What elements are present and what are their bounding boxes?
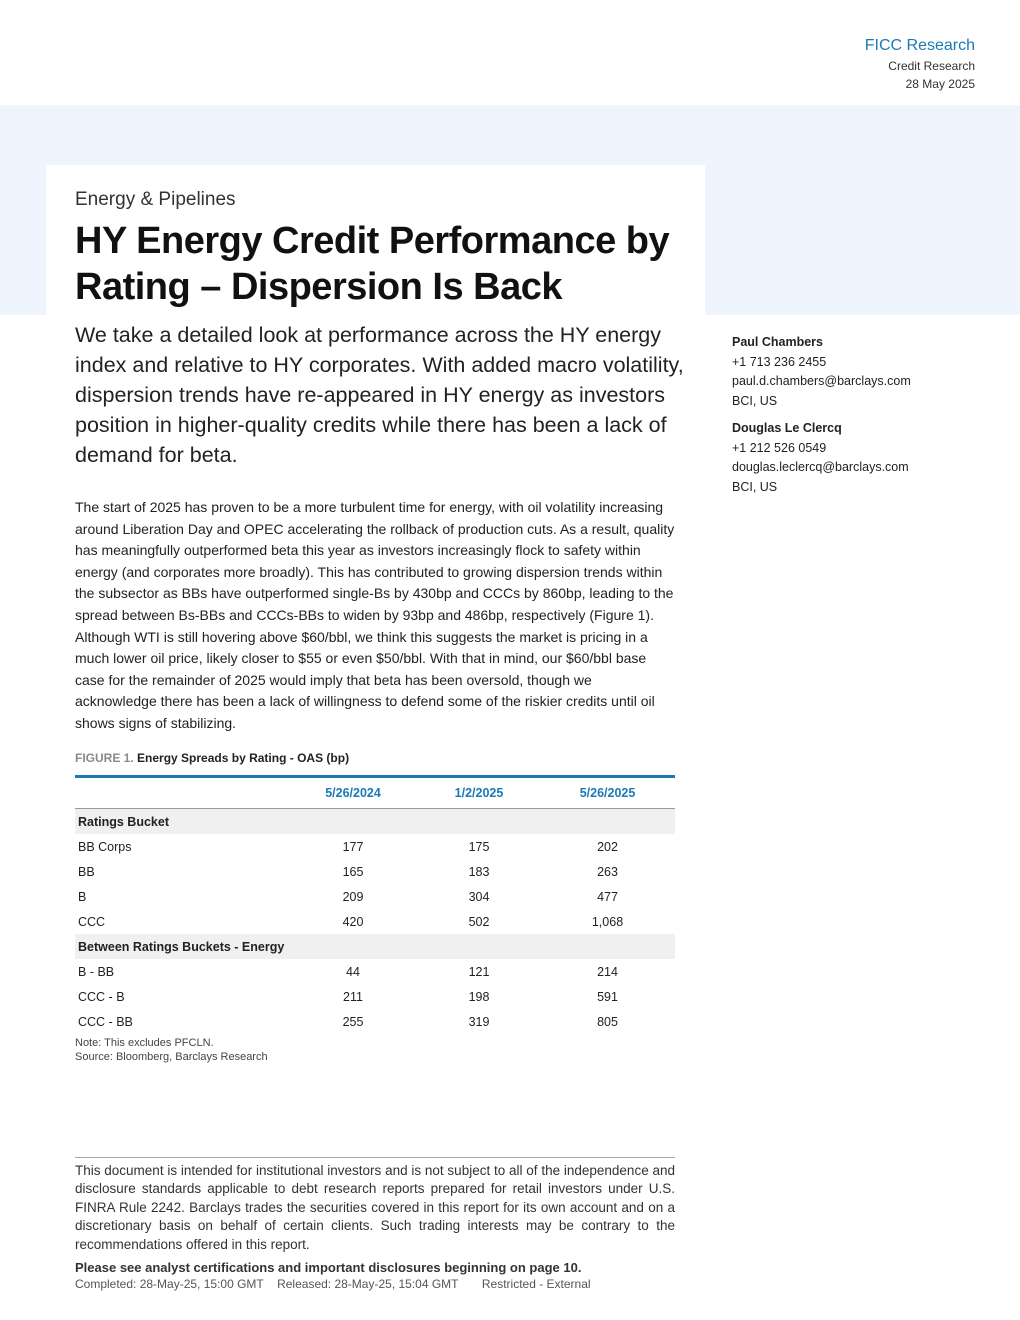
table-row xyxy=(75,909,675,934)
table-cell: 175 xyxy=(468,839,490,854)
report-date: 28 May 2025 xyxy=(905,77,975,91)
row-label: B - BB xyxy=(78,964,115,979)
column-header: 5/26/2025 xyxy=(579,786,636,800)
analyst-card xyxy=(732,419,911,497)
table-cell: 198 xyxy=(468,989,490,1004)
table-row xyxy=(75,834,675,859)
table-row xyxy=(75,859,675,884)
disclosures-notice: Please see analyst certifications and important disclosures beginning on page 10. xyxy=(75,1260,582,1276)
table-cell: 209 xyxy=(342,889,364,904)
column-header: 5/26/2024 xyxy=(325,786,381,800)
section-label: Between Ratings Buckets - Energy xyxy=(78,939,285,954)
table-row xyxy=(75,984,675,1009)
row-label: CCC - BB xyxy=(78,1014,133,1029)
table-section-row xyxy=(75,809,675,834)
table-cell: 502 xyxy=(468,914,490,929)
analyst-phone: +1 212 526 0549 xyxy=(732,440,827,455)
analyst-list xyxy=(732,333,911,505)
completed-time: Completed: 28-May-25, 15:00 GMT xyxy=(75,1277,264,1292)
analyst-entity: BCI, US xyxy=(732,479,778,494)
column-header: 1/2/2025 xyxy=(454,786,504,800)
table-row xyxy=(75,884,675,909)
table-cell: 1,068 xyxy=(591,914,624,929)
publication-meta xyxy=(75,1277,675,1291)
analyst-email[interactable]: paul.d.chambers@barclays.com xyxy=(732,374,911,388)
body-paragraph: The start of 2025 has proven to be a more turbulent time for energy, with oil volatility increasing around Liberation Day and OPEC accelerating the rollback of production cuts. As a result, quality has meaningfully outperformed beta this year as investors increasingly flock to safety within energy (and corporates more broadly). This has contributed to growing dispersion trends within the subsector as BBs have outperformed single-Bs by 430bp and CCCs by 860bp, leading to the spread between Bs-BBs and CCCs-BBs to widen by 93bp and 486bp, respectively (Figure 1). Although WTI is still hovering above $60/bbl, we think this suggests the market is pricing in a much lower oil price, likely closer to $55 or even $50/bbl. With that in mind, our $60/bbl base case for the remainder of 2025 would imply that beta has been oversold, though we acknowledge there has been a lack of willingness to defend some of the riskier credits until oil shows signs of stabilizing. xyxy=(75,499,675,731)
table-section-row xyxy=(75,934,675,959)
figure-note: Note: This excludes PFCLN. xyxy=(75,1037,214,1049)
analyst-entity: BCI, US xyxy=(732,393,778,408)
table-cell: 591 xyxy=(597,989,618,1004)
section-label: Ratings Bucket xyxy=(78,814,169,829)
figure-number: FIGURE 1. xyxy=(75,751,134,765)
report-header xyxy=(865,37,975,91)
table-cell: 165 xyxy=(342,864,364,879)
research-unit: FICC Research xyxy=(864,37,975,54)
figure-source: Source: Bloomberg, Barclays Research xyxy=(75,1051,268,1063)
table-cell: 477 xyxy=(597,889,618,904)
distribution-restriction: Restricted - External xyxy=(481,1277,591,1292)
spreads-table xyxy=(75,775,675,1034)
table-cell: 177 xyxy=(342,839,364,854)
analyst-name: Douglas Le Clercq xyxy=(732,421,842,435)
analyst-email[interactable]: douglas.leclercq@barclays.com xyxy=(732,460,909,474)
figure-notes xyxy=(75,1036,268,1064)
table-cell: 255 xyxy=(342,1014,364,1029)
report-title: HY Energy Credit Performance by Rating – Dispersion Is Back xyxy=(75,220,670,308)
table-cell: 420 xyxy=(342,914,364,929)
table-row xyxy=(75,1009,675,1034)
analyst-card xyxy=(732,333,911,411)
table-cell: 214 xyxy=(597,964,618,979)
report-summary: We take a detailed look at performance across the HY energy index and relative to HY corporates. With added macro volatility, dispersion trends have re-appeared in HY energy as investors position in higher-quality credits while there has been a lack of demand for beta. xyxy=(75,323,684,467)
figure-title: Energy Spreads by Rating - OAS (bp) xyxy=(137,751,350,765)
row-label: CCC xyxy=(78,914,106,929)
row-label: BB Corps xyxy=(78,839,132,854)
table-row xyxy=(75,959,675,984)
table-cell: 211 xyxy=(343,989,363,1004)
table-cell: 263 xyxy=(597,864,618,879)
analyst-name: Paul Chambers xyxy=(732,335,824,349)
table-cell: 44 xyxy=(346,964,360,979)
table-cell: 183 xyxy=(468,864,490,879)
research-subunit: Credit Research xyxy=(888,59,975,73)
row-label: CCC - B xyxy=(78,989,125,1004)
table-cell: 121 xyxy=(468,964,490,979)
table-cell: 805 xyxy=(597,1014,618,1029)
figure-caption xyxy=(75,751,349,765)
analyst-phone: +1 713 236 2455 xyxy=(732,354,827,369)
released-time: Released: 28-May-25, 15:04 GMT xyxy=(277,1277,459,1292)
row-label: B xyxy=(78,889,87,904)
table-cell: 202 xyxy=(597,839,618,854)
row-label: BB xyxy=(78,864,95,879)
table-header-row xyxy=(75,778,675,809)
disclaimer: This document is intended for institutional investors and is not subject to all of the independence and disclosure standards applicable to debt research reports prepared for retail investors under U.S. FINRA Rule 2242. Barclays trades the securities covered in this report for its own account and on a discretionary basis on behalf of certain clients. Such trading interests may be contrary to the recommendations offered in this report. xyxy=(75,1163,675,1252)
table-cell: 319 xyxy=(468,1014,490,1029)
table-cell: 304 xyxy=(468,889,490,904)
report-category: Energy & Pipelines xyxy=(75,189,236,210)
footer xyxy=(75,1157,675,1291)
